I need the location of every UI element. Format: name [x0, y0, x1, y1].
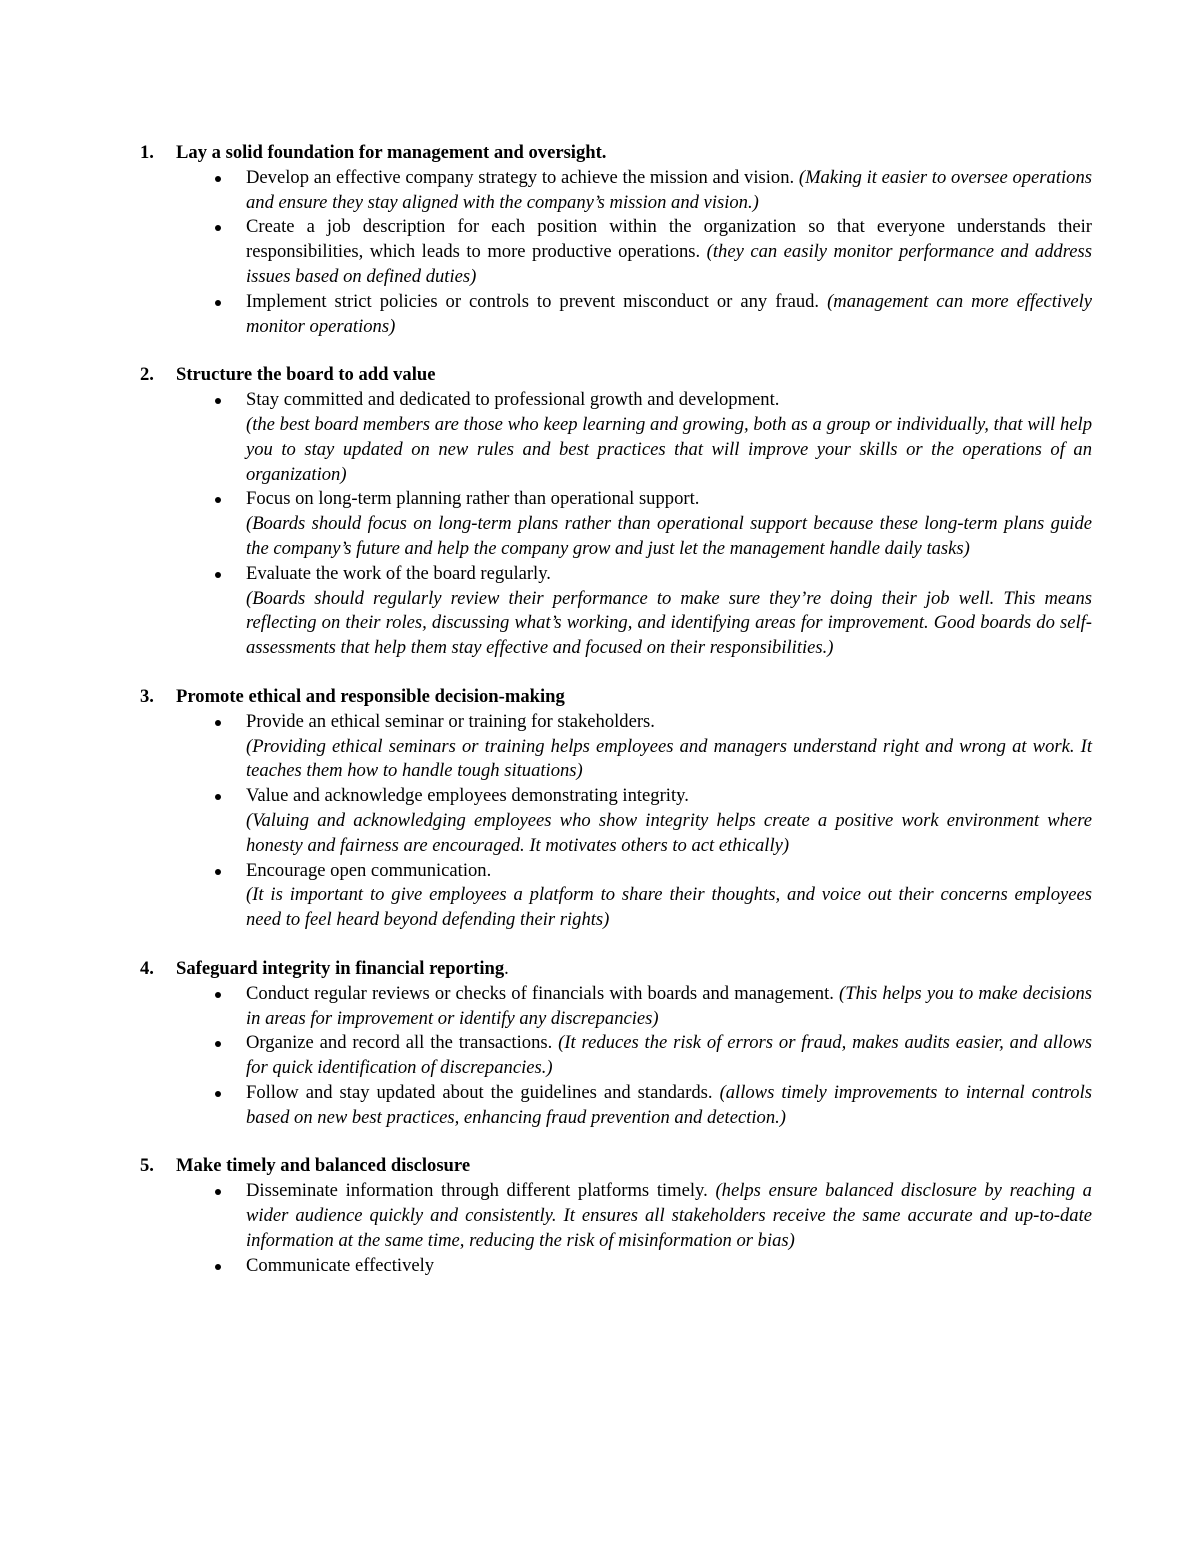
bullet-list	[140, 1179, 1092, 1278]
section-3	[140, 685, 1092, 933]
bullet-note: (they can easily monitor performance and address issues based on defined duties)	[246, 241, 1093, 287]
bullet-item	[140, 1254, 1092, 1279]
bullet-note: (allows timely improvements to internal controls based on new best practices, enhancing fraud prevention and detection.)	[246, 1081, 1092, 1128]
bullet-item	[140, 388, 1092, 487]
bullet-list	[140, 710, 1092, 933]
section-title: Safeguard integrity in financial reporting	[176, 957, 505, 979]
bullet-text: Stay committed and dedicated to professional growth and development.	[246, 389, 780, 411]
bullet-icon	[215, 1091, 221, 1097]
section-2	[140, 363, 1092, 661]
bullet-note: (Valuing and acknowledging employees who show integrity helps create a positive work environment where honesty and fairness are encouraged. It motivates others to act ethically)	[246, 809, 1092, 856]
bullet-icon	[215, 176, 221, 182]
bullet-item	[140, 859, 1092, 933]
section-title: Make timely and balanced disclosure	[176, 1155, 471, 1177]
bullet-text: Create a job description for each position within the organization so that everyone understands their responsibilities, which leads to more productive operations.	[246, 216, 1092, 263]
bullet-note: (Providing ethical seminars or training helps employees and managers understand right and wrong at work. It teaches them how to handle tough situations)	[246, 735, 1092, 782]
section-heading	[140, 363, 1092, 388]
section-number: 3.	[140, 685, 154, 707]
bullet-text: Conduct regular reviews or checks of financials with boards and management.	[246, 982, 840, 1004]
bullet-text: Implement strict policies or controls to prevent misconduct or any fraud.	[246, 290, 828, 312]
bullet-note: (It reduces the risk of errors or fraud, makes audits easier, and allows for quick identification of discrepancies.)	[246, 1032, 1093, 1079]
bullet-item	[140, 166, 1092, 216]
bullet-list	[140, 982, 1092, 1131]
bullet-text: Disseminate information through different platforms timely.	[246, 1180, 716, 1202]
bullet-icon	[215, 398, 221, 404]
bullet-item	[140, 1081, 1092, 1131]
section-number: 1.	[140, 142, 154, 163]
bullet-note: (management can more effectively monitor operations)	[246, 290, 1092, 337]
bullet-icon	[215, 497, 221, 503]
bullet-text: Provide an ethical seminar or training for stakeholders.	[246, 710, 655, 732]
bullet-item	[140, 784, 1092, 858]
section-title: Structure the board to add value	[176, 364, 436, 386]
bullet-icon	[215, 794, 221, 800]
bullet-item	[140, 710, 1092, 784]
bullet-note: (the best board members are those who keep learning and growing, both as a group or individually, that will help you to stay updated on new rules and best practices that will improve your skills or the operations of an organization)	[246, 413, 1092, 485]
section-title: Promote ethical and responsible decision-making	[176, 685, 565, 707]
bullet-item	[140, 562, 1092, 661]
section-heading	[140, 685, 1092, 710]
bullet-text: Communicate effectively	[246, 1254, 435, 1276]
bullet-item	[140, 487, 1092, 561]
bullet-item	[140, 290, 1092, 340]
section-title: Lay a solid foundation for management and oversight.	[176, 142, 607, 163]
bullet-item	[140, 1031, 1092, 1081]
bullet-icon	[215, 300, 221, 306]
bullet-text: Follow and stay updated about the guidelines and standards.	[246, 1081, 720, 1103]
bullet-item	[140, 1179, 1092, 1253]
section-5	[140, 1154, 1092, 1278]
section-number: 2.	[140, 364, 154, 386]
bullet-text: Value and acknowledge employees demonstrating integrity.	[246, 785, 689, 807]
section-4	[140, 957, 1092, 1131]
bullet-item	[140, 215, 1092, 289]
bullet-text: Organize and record all the transactions.	[246, 1032, 559, 1054]
bullet-icon	[215, 225, 221, 231]
bullet-note: (Boards should regularly review their performance to make sure they’re doing their job well. This means reflecting on their roles, discussing what’s working, and identifying areas for improvement. Good boards do self-assessments that help them stay effective and focused on their responsibilities.)	[246, 587, 1092, 659]
bullet-icon	[215, 720, 221, 726]
bullet-icon	[215, 1041, 221, 1047]
section-heading	[140, 957, 1092, 982]
section-heading	[140, 141, 1092, 166]
bullet-list	[140, 388, 1092, 661]
section-number: 4.	[140, 957, 154, 979]
bullet-text: Encourage open communication.	[246, 859, 492, 881]
bullet-text: Evaluate the work of the board regularly.	[246, 562, 551, 584]
bullet-text: Focus on long-term planning rather than operational support.	[246, 488, 700, 510]
bullet-note: (Making it easier to oversee operations and ensure they stay aligned with the company’s mission and vision.)	[246, 166, 1092, 213]
section-1	[140, 141, 1092, 339]
bullet-list	[140, 166, 1092, 340]
bullet-note: (This helps you to make decisions in areas for improvement or identify any discrepancies)	[246, 982, 1092, 1029]
section-number: 5.	[140, 1155, 154, 1177]
bullet-text: Develop an effective company strategy to achieve the mission and vision.	[246, 166, 799, 188]
bullet-icon	[215, 869, 221, 875]
document-body	[140, 141, 1092, 1302]
section-title-suffix: .	[504, 957, 509, 979]
bullet-note: (Boards should focus on long-term plans rather than operational support because these long-term plans guide the company’s future and help the company grow and just let the management handle daily tasks)	[246, 513, 1092, 559]
bullet-note: (helps ensure balanced disclosure by reaching a wider audience quickly and consistently. It ensures all stakeholders receive the same accurate and up-to-date information at the same time, reducing the risk of misinformation or bias)	[246, 1180, 1092, 1251]
section-heading	[140, 1154, 1092, 1179]
bullet-icon	[215, 1264, 221, 1270]
bullet-item	[140, 982, 1092, 1032]
bullet-icon	[215, 572, 221, 578]
bullet-note: (It is important to give employees a platform to share their thoughts, and voice out their concerns employees need to feel heard beyond defending their rights)	[246, 884, 1092, 931]
bullet-icon	[215, 992, 221, 998]
bullet-icon	[215, 1189, 221, 1195]
